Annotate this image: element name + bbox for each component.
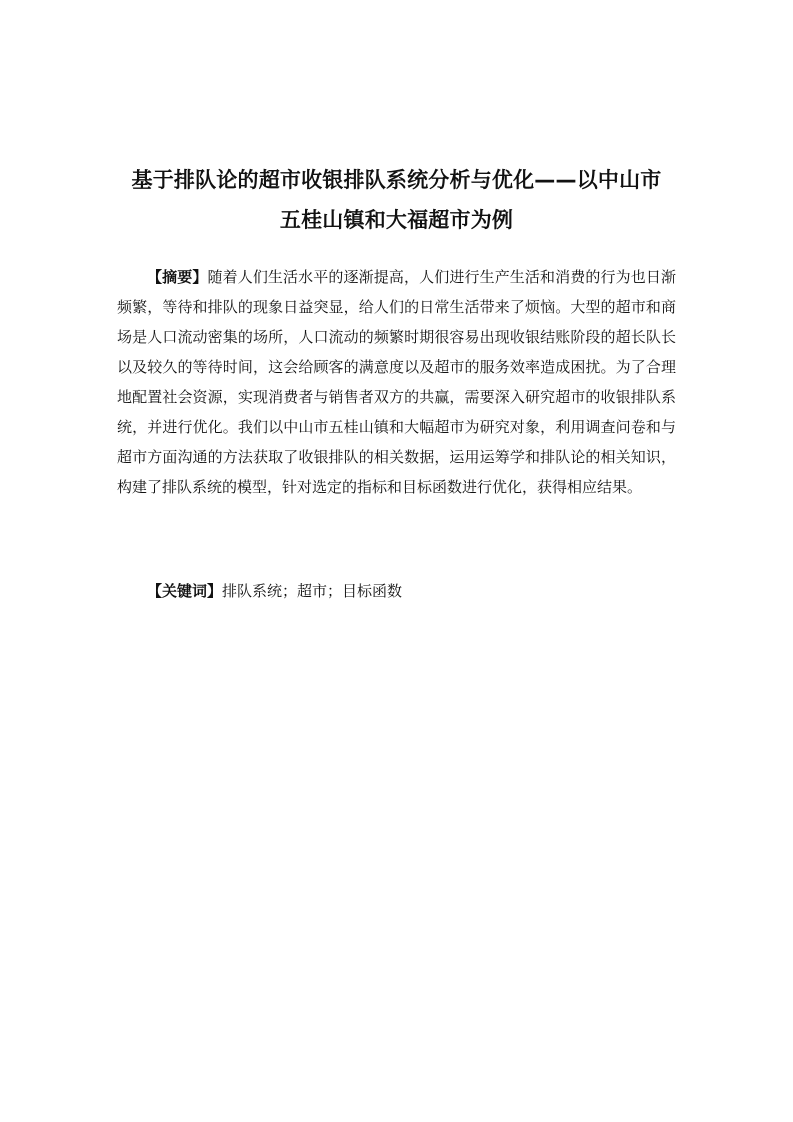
title-line-1: 基于排队论的超市收银排队系统分析与优化——以中山市 — [131, 168, 662, 192]
abstract-label: 【摘要】 — [147, 268, 208, 286]
keywords-label: 【关键词】 — [147, 582, 223, 600]
keywords-paragraph — [117, 576, 676, 606]
abstract-text: 随着人们生活水平的逐渐提高，人们进行生产生活和消费的行为也日渐频繁，等待和排队的现象日益突显，给人们的日常生活带来了烦恼。大型的超市和商场是人口流动密集的场所，人口流动的频繁时期很容易出现收银结账阶段的超长队长以及较久的等待时间，这会给顾客的满意度以及超市的服务效率造成困扰。为了合理地配置社会资源，实现消费者与销售者双方的共赢，需要深入研究超市的收银排队系统，并进行优化。我们以中山市五桂山镇和大幅超市为研究对象，利用调查问卷和与超市方面沟通的方法获取了收银排队的相关数据，运用运筹学和排队论的相关知识，构建了排队系统的模型，针对选定的指标和目标函数进行优化，获得相应结果。 — [117, 268, 676, 496]
title-line-2: 五桂山镇和大福超市为例 — [279, 208, 514, 232]
keywords-text: 排队系统；超市；目标函数 — [222, 582, 403, 600]
abstract-paragraph — [117, 262, 676, 502]
